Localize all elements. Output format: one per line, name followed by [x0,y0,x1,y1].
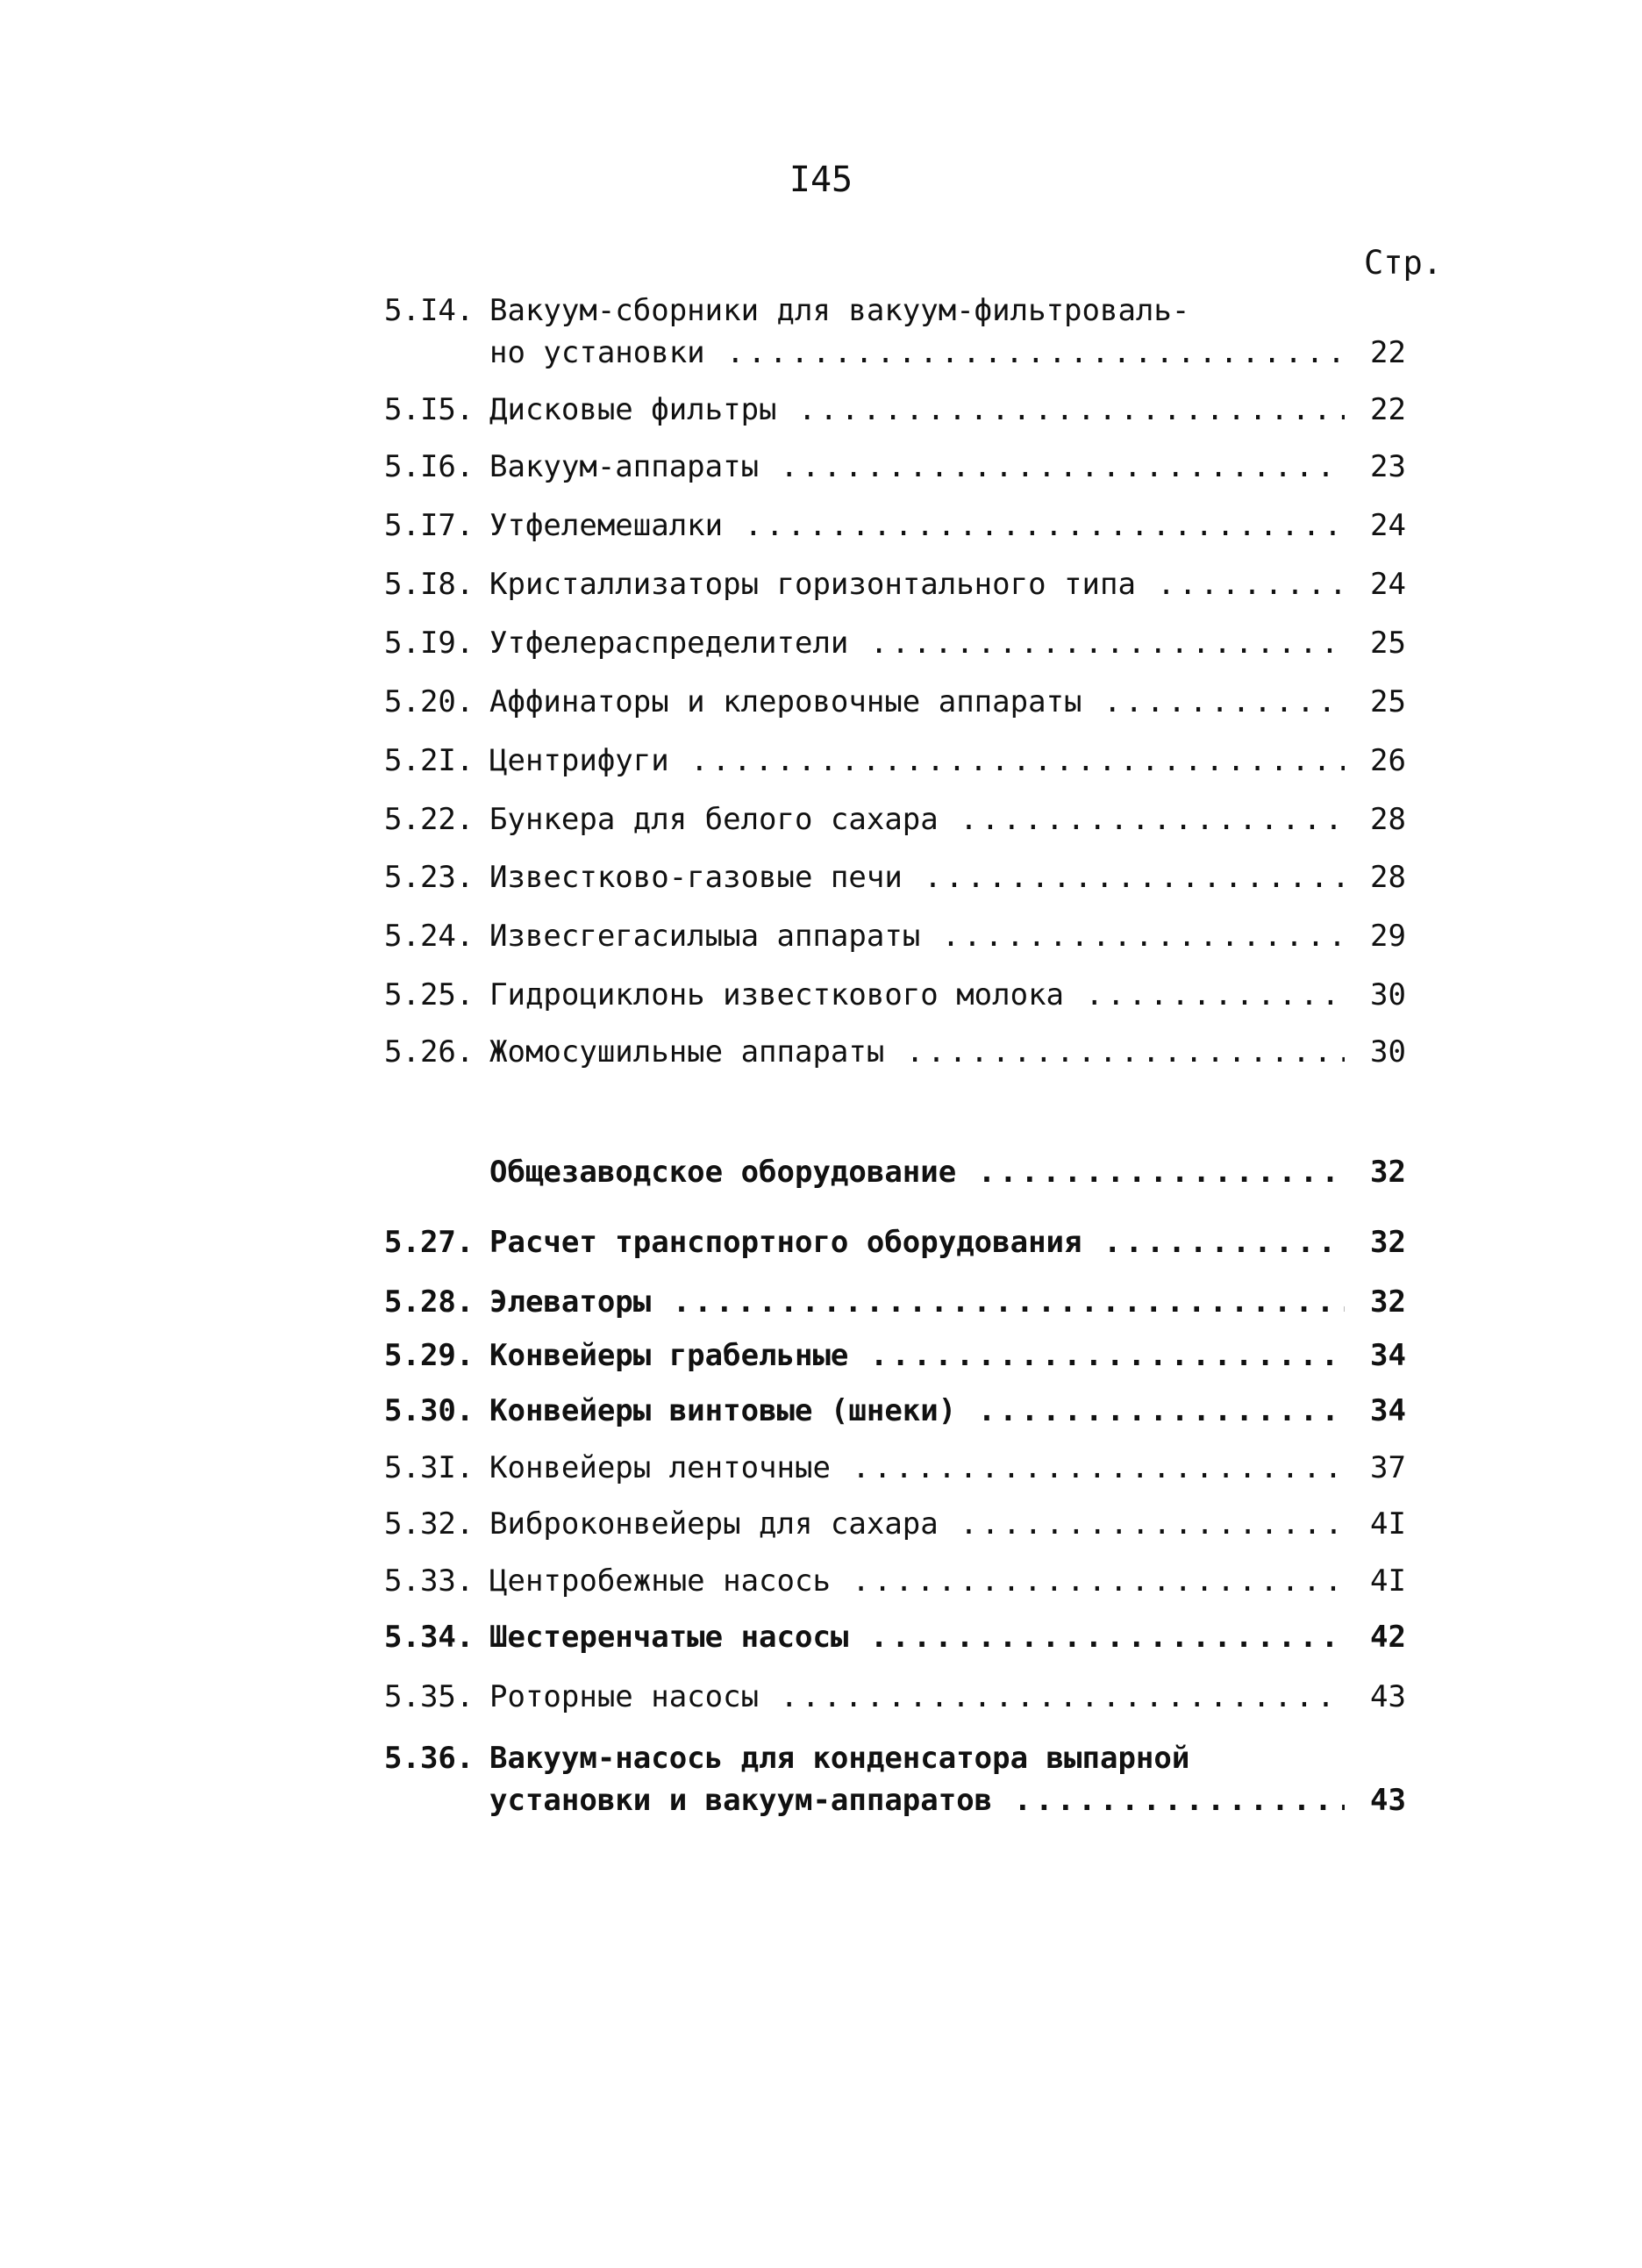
toc-entry [384,798,1406,841]
toc-entry [384,1503,1406,1545]
entry-page: 22 [1370,335,1406,370]
toc-entry [384,1779,1406,1821]
toc-entry [384,1737,1406,1779]
entry-page: 30 [1370,977,1406,1012]
entry-number: 5.33. [384,1563,475,1599]
toc-entry [384,563,1406,605]
entry-number: 5.27. [384,1225,475,1260]
entry-title: Гидроциклонь известкового молока ..... [489,974,1345,1016]
toc-entry [384,332,1406,374]
entry-page: 24 [1370,567,1406,602]
entry-page: 25 [1370,684,1406,719]
entry-title: Расчет транспортного оборудования ..... [489,1221,1345,1263]
entry-number: 5.29. [384,1338,475,1373]
entry-title: Жомосушильные аппараты ..... [489,1031,1345,1073]
entry-page: 32 [1370,1284,1406,1320]
toc-entry [384,740,1406,782]
toc-entry [384,1281,1406,1323]
entry-number: 5.34. [384,1620,475,1655]
page-number: I45 [789,160,853,200]
entry-number: 5.25. [384,977,475,1012]
entry-title: Дисковые фильтры ..... [489,389,1345,431]
entry-title: Конвейеры ленточные ..... [489,1447,1345,1489]
entry-title: Бункера для белого сахара ..... [489,798,1345,841]
entry-title: Извесгегасилыыа аппараты ..... [489,915,1345,957]
entry-page: 26 [1370,743,1406,778]
entry-number: 5.26. [384,1034,475,1070]
entry-title: Конвейеры грабельные ..... [489,1334,1345,1377]
entry-number: 5.2I. [384,743,475,778]
entry-title: Кристаллизаторы горизонтального типа ..... [489,563,1345,605]
entry-page: 34 [1370,1393,1406,1428]
toc-entry [384,1560,1406,1602]
entry-number: 5.I9. [384,626,475,661]
toc-entry [384,856,1406,898]
toc-entry [384,1447,1406,1489]
entry-title: Шестеренчатые насосы ..... [489,1616,1345,1658]
page-column-label: Стр. [1364,244,1443,282]
entry-title: Вакуум-насось для конденсатора выпарной [489,1741,1190,1776]
entry-page: 29 [1370,919,1406,954]
entry-title: Роторные насосы ..... [489,1676,1345,1718]
entry-title: Конвейеры винтовые (шнеки) ..... [489,1390,1345,1432]
entry-page: 4I [1370,1563,1406,1599]
entry-number: 5.I4. [384,293,475,328]
entry-page: 43 [1370,1679,1406,1714]
entry-title: Центрифуги ..... [489,740,1345,782]
entry-number: 5.I6. [384,449,475,484]
entry-page: 34 [1370,1338,1406,1373]
entry-page: 32 [1370,1155,1406,1190]
entry-page: 28 [1370,802,1406,837]
entry-title: установки и вакуум-аппаратов ..... [489,1779,1345,1821]
entry-number: 5.23. [384,860,475,895]
toc-entry [384,974,1406,1016]
entry-page: 43 [1370,1783,1406,1818]
entry-title: Аффинаторы и клеровочные аппараты ..... [489,681,1345,723]
entry-number: 5.20. [384,684,475,719]
entry-page: 28 [1370,860,1406,895]
toc-entry [384,504,1406,547]
entry-number: 5.I5. [384,392,475,427]
toc-entry [384,1616,1406,1658]
toc-entry [384,1221,1406,1263]
entry-page: 30 [1370,1034,1406,1070]
toc-section-heading [384,1151,1406,1193]
entry-title: Утфелемешалки ..... [489,504,1345,547]
entry-title: Вакуум-аппараты ..... [489,446,1345,488]
entry-title: Известково-газовые печи ..... [489,856,1345,898]
toc-entry [384,1390,1406,1432]
toc-entry [384,389,1406,431]
entry-number: 5.36. [384,1741,475,1776]
toc-entry [384,1676,1406,1718]
entry-title: Центробежные насось ..... [489,1560,1345,1602]
entry-number: 5.35. [384,1679,475,1714]
toc-entry [384,622,1406,664]
toc-entry [384,1334,1406,1377]
entry-page: 4I [1370,1506,1406,1542]
entry-title: Вакуум-сборники для вакуум-фильтроваль- [489,293,1190,328]
entry-number: 5.24. [384,919,475,954]
entry-number: 5.30. [384,1393,475,1428]
toc-entry [384,681,1406,723]
entry-page: 24 [1370,508,1406,543]
entry-page: 25 [1370,626,1406,661]
entry-page: 32 [1370,1225,1406,1260]
entry-title: Виброконвейеры для сахара ..... [489,1503,1345,1545]
toc-entry [384,1031,1406,1073]
toc-entry [384,915,1406,957]
entry-number: 5.22. [384,802,475,837]
entry-page: 22 [1370,392,1406,427]
entry-title: Общезаводское оборудование ..... [489,1151,1345,1193]
entry-number: 5.3I. [384,1450,475,1485]
entry-number: 5.I8. [384,567,475,602]
toc-entry [384,290,1406,332]
entry-number: 5.I7. [384,508,475,543]
entry-number: 5.28. [384,1284,475,1320]
entry-page: 37 [1370,1450,1406,1485]
entry-page: 23 [1370,449,1406,484]
entry-title: но установки ..... [489,332,1345,374]
entry-title: Утфелераспределители ..... [489,622,1345,664]
toc-entry [384,446,1406,488]
entry-page: 42 [1370,1620,1406,1655]
entry-title: Элеваторы ..... [489,1281,1345,1323]
entry-number: 5.32. [384,1506,475,1542]
